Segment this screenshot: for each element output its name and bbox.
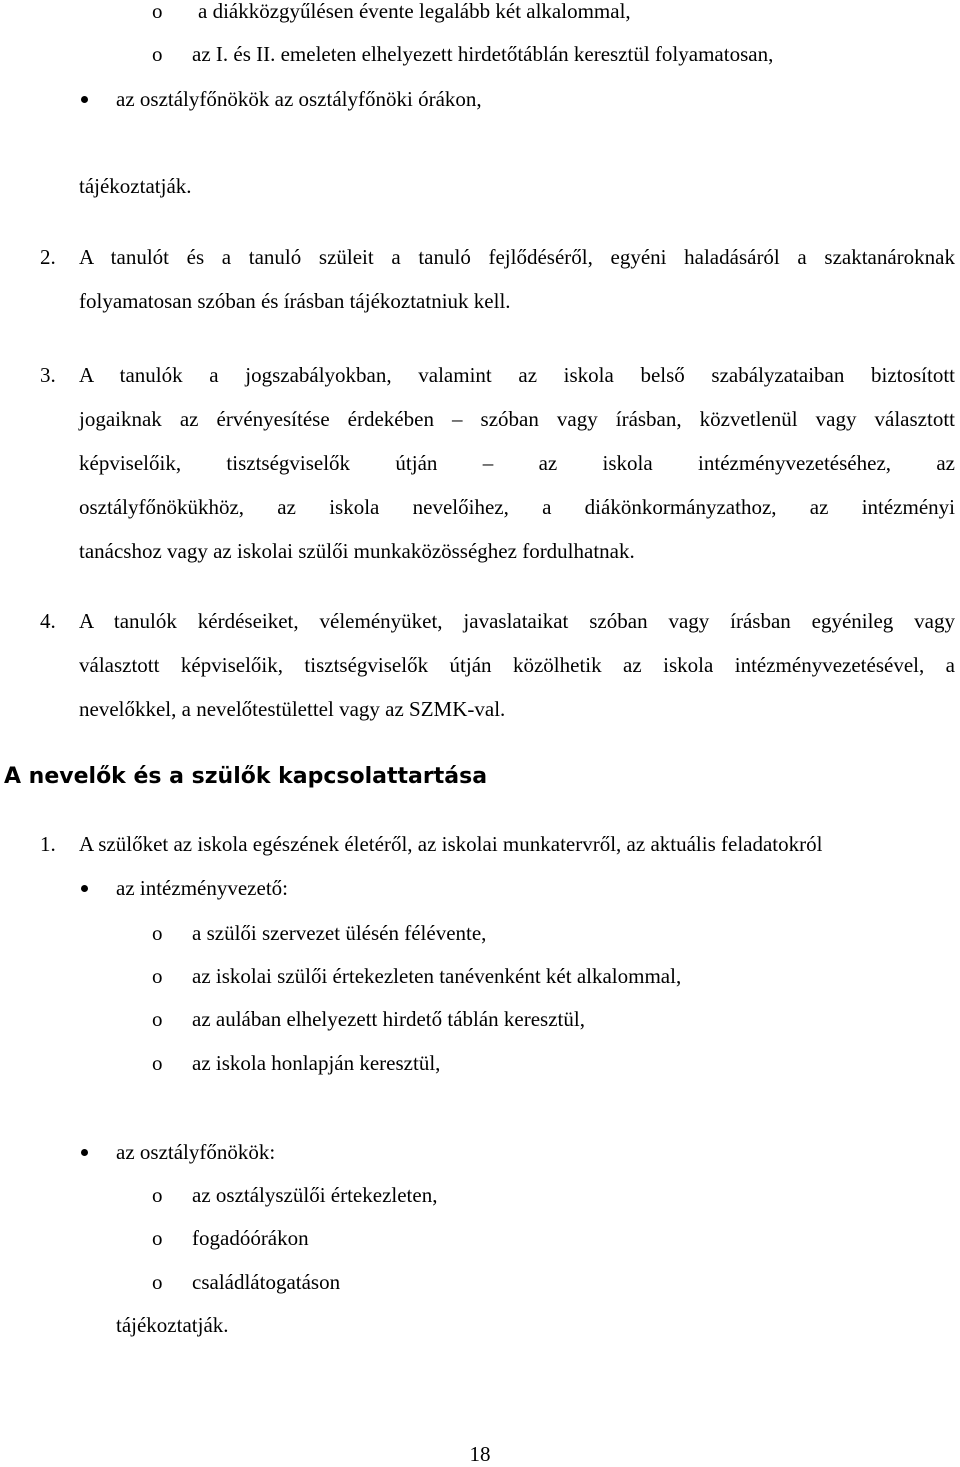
- bullet-icon: [81, 885, 88, 892]
- sub-marker: o: [152, 921, 163, 945]
- list-item-text: a szülői szervezet ülésén félévente,: [192, 921, 487, 945]
- paragraph-number: 2.: [40, 245, 56, 269]
- paragraph: [79, 599, 955, 731]
- paragraph-number: 3.: [40, 363, 56, 387]
- paragraph-number: 4.: [40, 609, 56, 633]
- list-item-text: az osztályfőnökök az osztályfőnöki órákon,: [116, 87, 482, 111]
- sub-marker: o: [152, 1183, 163, 1207]
- sub-marker: o: [152, 42, 163, 66]
- paragraph: [79, 353, 955, 573]
- list-item-text: fogadóórákon: [192, 1226, 309, 1250]
- closing-text: tájékoztatják.: [79, 174, 192, 198]
- paragraph-line: jogaiknak az érvényesítése érdekében – szóban vagy írásban, közvetlenül vagy választott: [79, 407, 955, 431]
- list-item-text: az I. és II. emeleten elhelyezett hirdetőtáblán keresztül folyamatosan,: [192, 42, 774, 66]
- list-item-text: az intézményvezető:: [116, 876, 288, 900]
- list-item-text: az aulában elhelyezett hirdető táblán keresztül,: [192, 1007, 585, 1031]
- list-item-text: a diákközgyűlésen évente legalább két alkalommal,: [198, 0, 631, 23]
- list-item-text: az osztályszülői értekezleten,: [192, 1183, 438, 1207]
- section-heading: A nevelők és a szülők kapcsolattartása: [4, 764, 488, 789]
- paragraph-line: A tanulót és a tanuló szüleit a tanuló fejlődéséről, egyéni haladásáról a szaktanároknak: [79, 245, 955, 269]
- page-number: 18: [469, 1442, 491, 1466]
- paragraph-line: A tanulók kérdéseiket, véleményüket, javaslataikat szóban vagy írásban egyénileg vagy: [79, 609, 955, 633]
- bullet-icon: [81, 1149, 88, 1156]
- paragraph-line: képviselőik, tisztségviselők útján – az iskola intézményvezetéséhez, az: [79, 451, 955, 475]
- paragraph-line: nevelőkkel, a nevelőtestülettel vagy az SZMK-val.: [79, 697, 506, 721]
- closing-text: tájékoztatják.: [116, 1313, 229, 1337]
- bullet-icon: [81, 96, 88, 103]
- paragraph-line: osztályfőnökükhöz, az iskola nevelőihez, a diákönkormányzathoz, az intézményi: [79, 495, 955, 519]
- sub-marker: o: [152, 964, 163, 988]
- paragraph: [79, 235, 955, 323]
- list-item-text: az iskolai szülői értekezleten tanévenként két alkalommal,: [192, 964, 682, 988]
- paragraph-line: választott képviselőik, tisztségviselők útján közölhetik az iskola intézményvezetésével, a: [79, 653, 955, 677]
- paragraph-line: A szülőket az iskola egészének életéről, az iskolai munkatervről, az aktuális feladatokról: [79, 832, 823, 856]
- paragraph-number: 1.: [40, 832, 56, 856]
- sub-marker: o: [152, 1051, 163, 1075]
- list-item-text: az osztályfőnökök:: [116, 1140, 276, 1164]
- sub-marker: o: [152, 1270, 163, 1294]
- paragraph-line: tanácshoz vagy az iskolai szülői munkaközösséghez fordulhatnak.: [79, 539, 635, 563]
- paragraph-line: folyamatosan szóban és írásban tájékoztatniuk kell.: [79, 289, 511, 313]
- sub-marker: o: [152, 1226, 163, 1250]
- paragraph-line: A tanulók a jogszabályokban, valamint az iskola belső szabályzataiban biztosított: [79, 363, 955, 387]
- sub-marker: o: [152, 0, 163, 23]
- list-item-text: családlátogatáson: [192, 1270, 341, 1294]
- sub-marker: o: [152, 1007, 163, 1031]
- list-item-text: az iskola honlapján keresztül,: [192, 1051, 441, 1075]
